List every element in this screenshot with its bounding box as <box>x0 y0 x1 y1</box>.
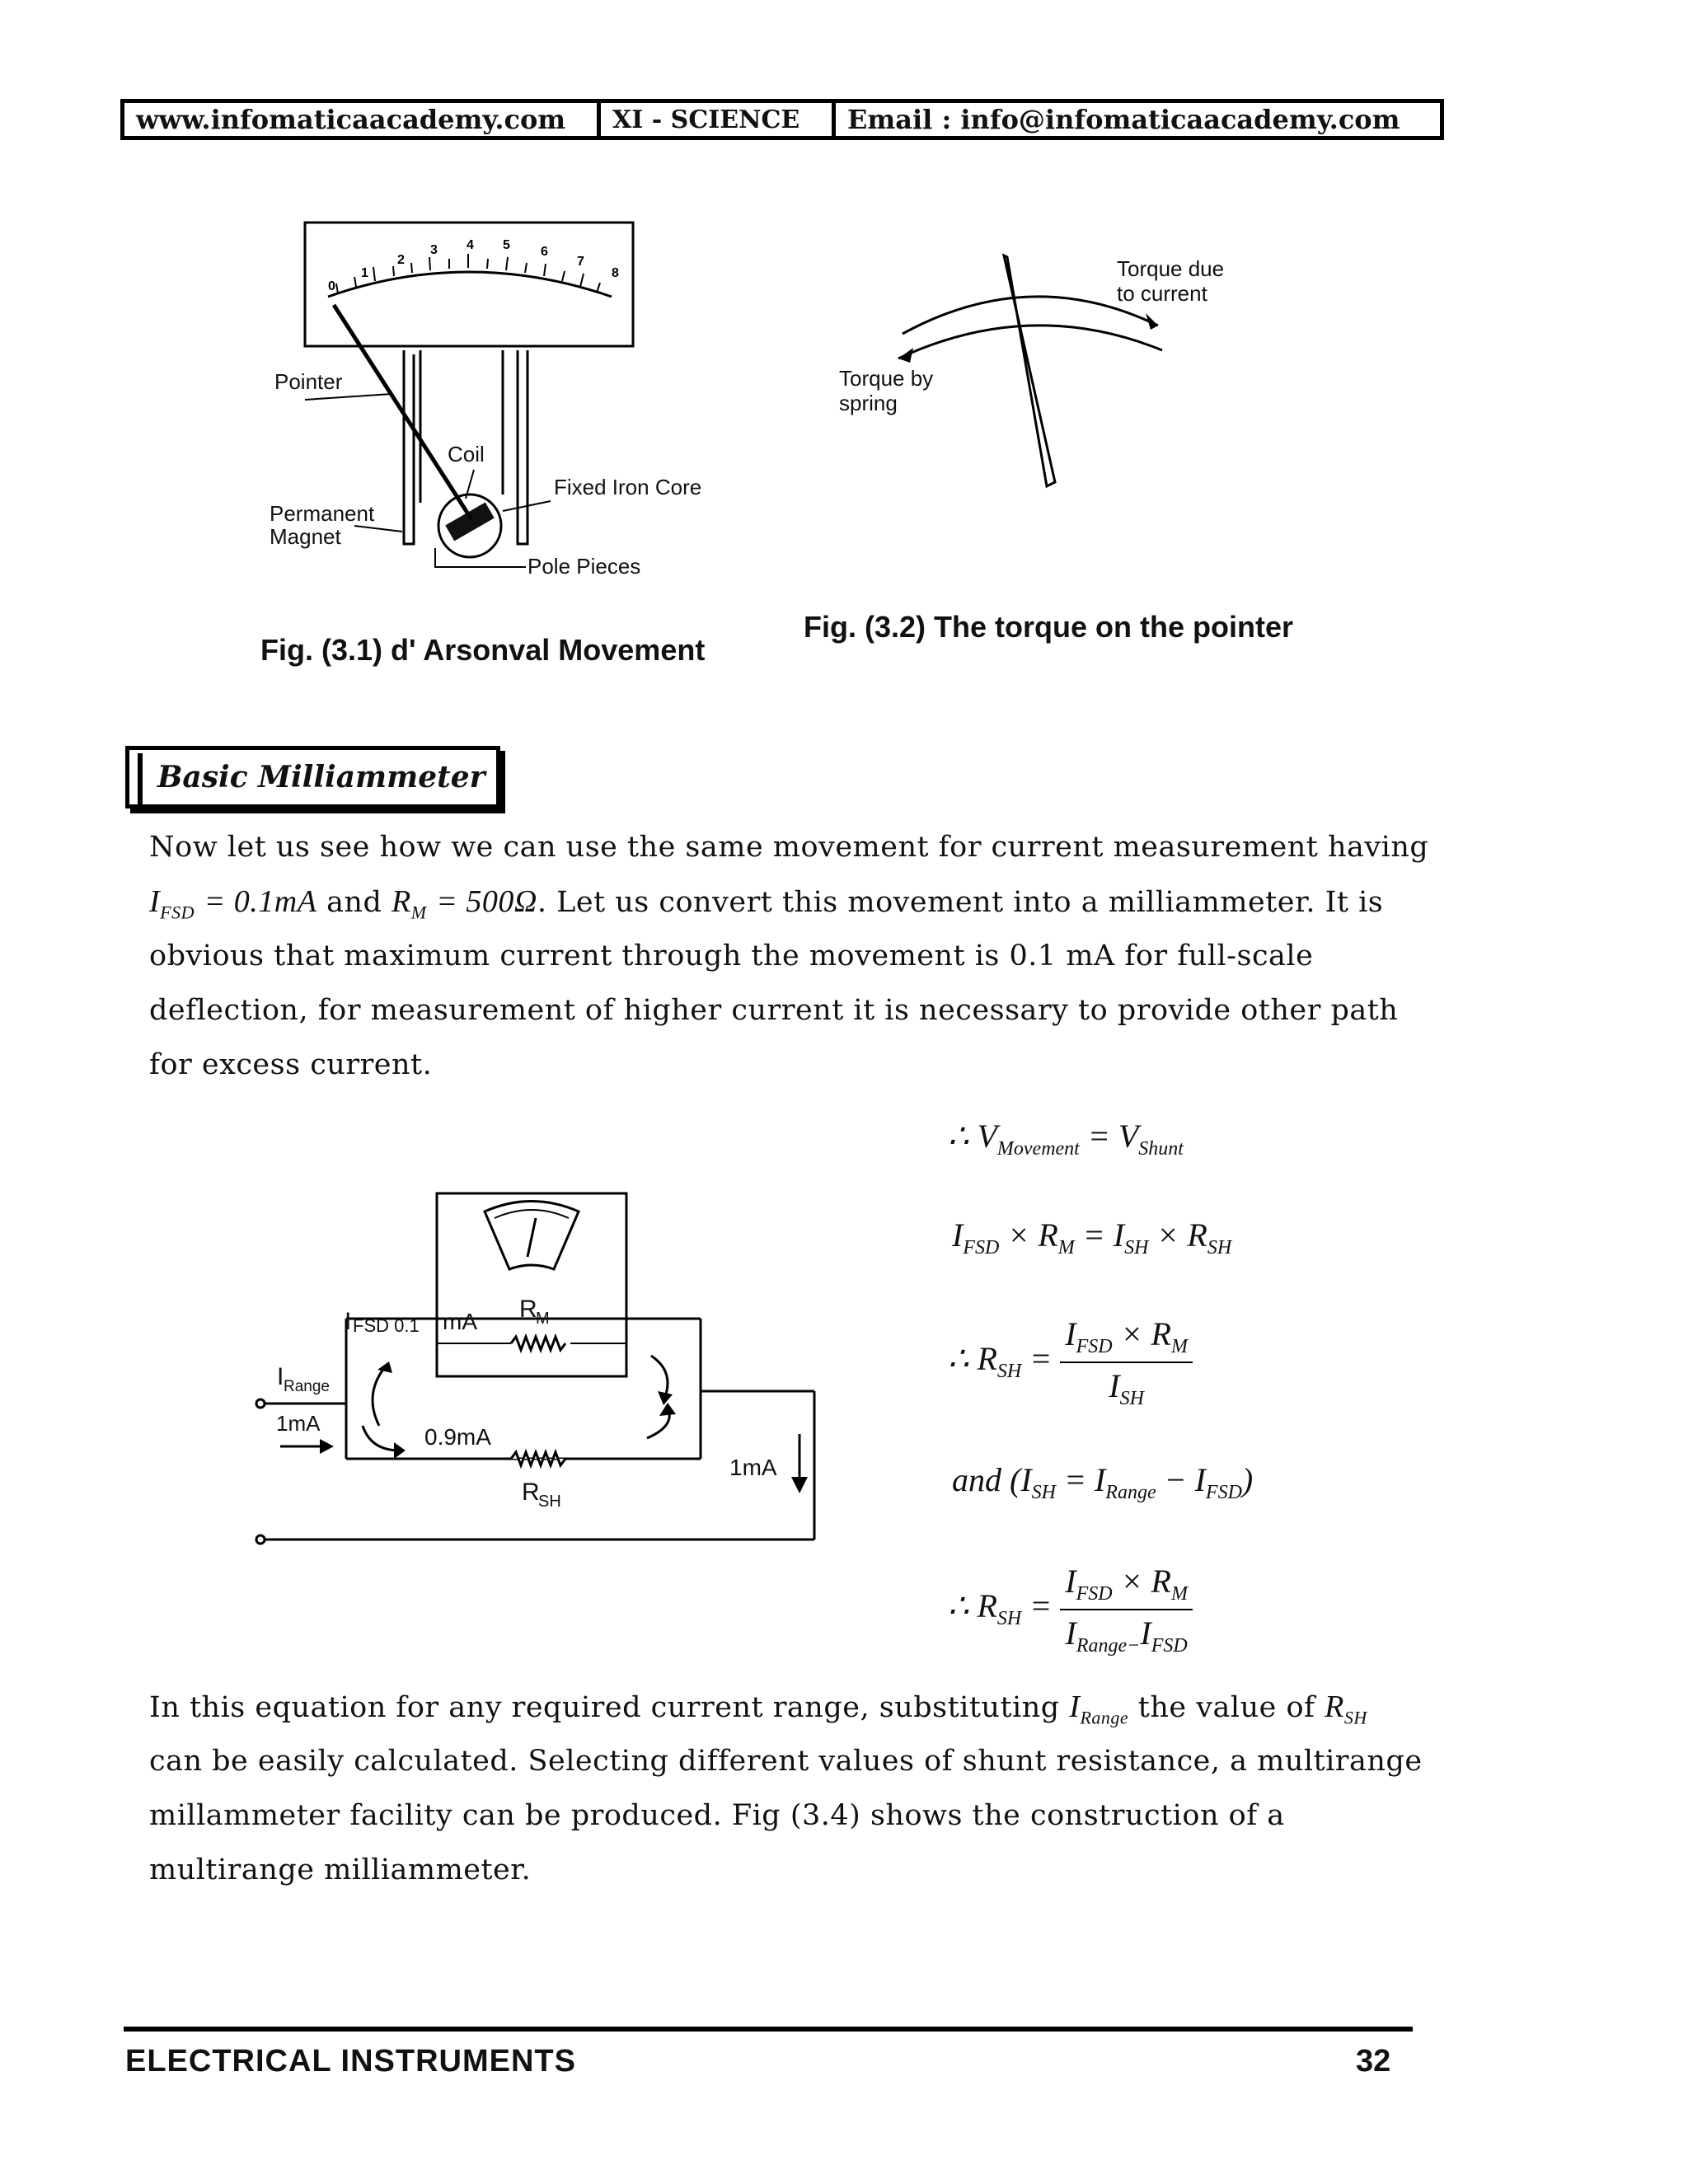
label-pointer: Pointer <box>274 369 343 394</box>
equation-1: ∴ $V_{Movement} = V_{Shunt}$ <box>948 1118 1184 1160</box>
coil-block <box>445 502 494 541</box>
scale-ticks <box>336 254 600 293</box>
label-torque-spring-1: Torque by <box>839 366 934 391</box>
fig-milliammeter-circuit <box>247 1179 841 1566</box>
header-email: Email : info@infomaticaacademy.com <box>847 104 1400 135</box>
label-ifsd-i: I <box>345 1308 352 1335</box>
label-coil: Coil <box>448 442 485 466</box>
page-header <box>120 99 1444 140</box>
para2-line4: multirange milliammeter. <box>149 1854 532 1886</box>
label-ifsd-unit: mA <box>443 1309 477 1334</box>
para1-line5: for excess current. <box>149 1048 433 1081</box>
paragraph-conclusion <box>149 1680 1423 1897</box>
left-pole-frame <box>404 350 420 544</box>
label-rm-sub: M <box>536 1310 550 1328</box>
label-fixed-iron-core: Fixed Iron Core <box>554 475 702 499</box>
footer-title: ELECTRICAL INSTRUMENTS <box>125 2044 576 2079</box>
label-rsh-sub: SH <box>538 1493 561 1511</box>
svg-text:1: 1 <box>361 266 368 280</box>
label-ifsd: FSD 0.1 <box>353 1315 420 1336</box>
label-torque-current-1: Torque due <box>1117 256 1225 281</box>
para1-line1: Now let us see how we can use the same movement for current measurement having <box>149 831 1429 864</box>
para2-line1: In this equation for any required current range, substituting $I_{Range}$ the value of $R_{SH}$ <box>149 1690 1367 1728</box>
svg-text:2: 2 <box>397 253 405 267</box>
para2-line2: can be easily calculated. Selecting different values of shunt resistance, a multirange <box>149 1745 1423 1778</box>
svg-text:3: 3 <box>430 243 438 257</box>
label-pole-pieces: Pole Pieces <box>528 554 641 579</box>
label-irange: I <box>277 1363 284 1390</box>
svg-text:7: 7 <box>577 255 584 269</box>
fig-3-1-caption: Fig. (3.1) d' Arsonval Movement <box>260 633 706 667</box>
label-torque-spring-2: spring <box>839 391 898 415</box>
fig-torque-pointer <box>824 247 1253 511</box>
svg-text:0: 0 <box>328 279 335 293</box>
pointer-needle <box>1004 255 1055 486</box>
torque-spring-arc <box>898 326 1162 359</box>
svg-text:6: 6 <box>541 245 548 259</box>
equation-3: ∴ $R_{SH}$ = $\frac{I_{FSD} \times R_M}{I_{SH}}$ <box>948 1315 1193 1410</box>
para1-line2: $I_{FSD} = 0.1mA$ and $R_M = 500\Omega$. Let us convert this movement into a milliammeter. It is <box>149 884 1384 923</box>
resistor-rsh <box>511 1452 565 1465</box>
resistor-rm <box>511 1337 565 1350</box>
para1-line4: deflection, for measurement of higher current it is necessary to provide other path <box>149 994 1399 1027</box>
label-shunt-current: 0.9mA <box>424 1424 491 1450</box>
label-rsh: R <box>522 1479 540 1506</box>
equation-2: $I_{FSD} \times R_M = I_{SH} \times R_{SH}$ <box>952 1216 1232 1258</box>
fig-3-2-caption: Fig. (3.2) The torque on the pointer <box>804 610 1293 644</box>
header-website: www.infomaticaacademy.com <box>124 103 601 136</box>
equation-4: and $(I_{SH} = I_{Range} - I_{FSD})$ <box>952 1461 1254 1503</box>
svg-text:5: 5 <box>503 238 510 252</box>
label-rm: R <box>519 1296 537 1323</box>
right-pole-frame <box>503 350 528 544</box>
label-irange-value: 1mA <box>276 1411 321 1436</box>
header-class: XI - SCIENCE <box>601 103 836 136</box>
footer-rule <box>124 2027 1413 2032</box>
equation-5: ∴ $R_{SH}$ = $\frac{I_{FSD} \times R_M}{I_{Range-}I_{FSD}}$ <box>948 1562 1193 1657</box>
label-magnet: Magnet <box>270 524 341 549</box>
page-number: 32 <box>1356 2044 1391 2079</box>
svg-text:8: 8 <box>612 266 619 280</box>
label-permanent: Permanent <box>270 501 375 526</box>
section-heading: Basic Milliammeter <box>125 746 500 808</box>
para1-line3: obvious that maximum current through the movement is 0.1 mA for full-scale <box>149 940 1314 972</box>
label-out-current: 1mA <box>729 1455 777 1480</box>
label-torque-current-2: to current <box>1117 281 1207 306</box>
fig-darsonval-movement <box>256 214 750 593</box>
svg-text:4: 4 <box>467 238 474 252</box>
label-irange-sub: Range <box>284 1378 330 1395</box>
para2-line3: millammeter facility can be produced. Fig (3.4) shows the construction of a <box>149 1799 1285 1832</box>
scale-arc <box>328 272 612 297</box>
paragraph-intro <box>149 820 1429 1092</box>
